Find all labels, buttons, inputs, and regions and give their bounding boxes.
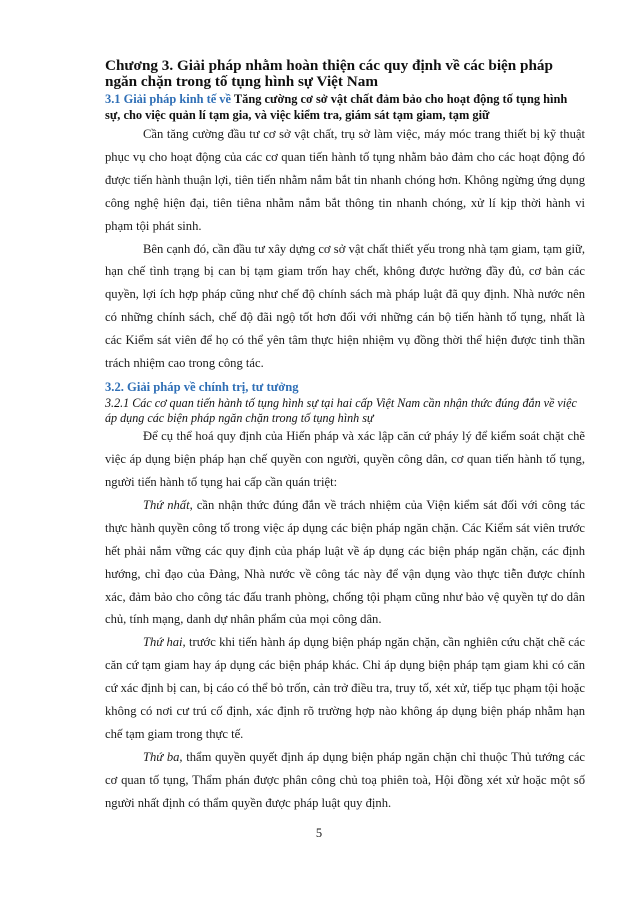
paragraph-2: Bên cạnh đó, cần đầu tư xây dựng cơ sở vật chất thiết yếu trong nhà tạm giam, tạm giữ, hạn chế tình trạng bị can bị tạm giam trốn hay chết, không được hưởng đầy đủ, cơ bản các quyền, lợi ích hợp pháp cũng như chế độ chính sách mà pháp luật đã quy định. Nhà nước nên có những chính sách, chế độ đãi ngộ tốt hơn đối với những cán bộ tiến hành tố tụng, nhất là các Kiểm sát viên để họ có thể yên tâm thực hiện nhiệm vụ đồng thời thể hiện được tinh thần trách nhiệm cao trong công tác. <box>105 241 585 371</box>
paragraph-6-lead: Thứ ba, <box>143 749 183 764</box>
paragraph-6 <box>105 746 585 815</box>
section-3-1-prefix: 3.1 Giải pháp kinh tế về <box>105 92 234 106</box>
section-3-1-heading <box>105 92 585 123</box>
paragraph-4 <box>105 494 585 631</box>
paragraph-4-text: , cần nhận thức đúng đắn về trách nhiệm của Viện kiểm sát đối với công tác thực hành quyền công tố trong việc áp dụng các biện pháp ngăn chặn. Các Kiểm sát viên trước hết phải nắm vững các quy định của pháp luật về áp dụng các biện pháp ngăn chặn, các định hướng, chỉ đạo của Đảng, Nhà nước về công tác này để vận dụng vào thực tiễn được chính xác, đảm bảo cho công tác đấu tranh phòng, chống tội phạm cũng như bảo vệ quyền tự do dân chủ, tính mạng, danh dự nhân phẩm của mọi công dân. <box>105 497 585 627</box>
paragraph-6-text: thẩm quyền quyết định áp dụng biện pháp ngăn chặn chỉ thuộc Thủ tướng các cơ quan tố tụng, Thẩm phán được phân công chủ toạ phiên toà, Hội đồng xét xử hoặc một số người nhất định có thẩm quyền được pháp luật quy định. <box>105 749 585 810</box>
chapter-title: Chương 3. Giải pháp nhằm hoàn thiện các quy định về các biện pháp ngăn chặn trong tố tụng hình sự Việt Nam <box>105 57 553 90</box>
section-3-1-title: Tăng cường cơ sở vật chất đảm bảo cho hoạt động tố tụng hình sự, cho việc quản lí tạm gia, và việc kiểm tra, giám sát tạm giam, tạm giữ <box>105 92 568 122</box>
paragraph-3: Để cụ thể hoá quy định của Hiến pháp và xác lập căn cứ pháy lý để kiểm soát chặt chẽ việc áp dụng biện pháp hạn chế quyền con người, quyền công dân, cơ quan tiến hành tố tụng, người tiến hành tố tụng hai cấp cần quán triệt: <box>105 429 585 489</box>
section-3-2-heading: 3.2. Giải pháp về chính trị, tư tưởng <box>105 379 299 394</box>
document-page <box>105 58 585 815</box>
page-number: 5 <box>315 826 323 840</box>
paragraph-1: Cần tăng cường đầu tư cơ sở vật chất, trụ sở làm việc, máy móc trang thiết bị kỹ thuật phục vụ cho hoạt động của các cơ quan tiến hành tố tụng nhằm bảo đảm cho các hoạt động đó được tiến hành thuận lợi, tiên tiến nhằm nắm bắt tin nhanh chóng hơn. Không ngừng ứng dụng công nghệ hiện đại, tiên tiêna nhằm nắm bắt thông tin nhanh chóng, xử lí kịp thời hành vi phạm tội phát sinh. <box>105 127 585 233</box>
paragraph-5-text: trước khi tiến hành áp dụng biện pháp ngăn chặn, cần nghiên cứu chặt chẽ các căn cứ tạm giam hay áp dụng các biện pháp khác. Chỉ áp dụng biện pháp tạm giam khi có căn cứ xác định bị can, bị cáo có thể bỏ trốn, cản trở điều tra, truy tố, xét xử, tiếp tục phạm tội hoặc không có nơi cư trú cố định, xác định rõ trường hợp nào không áp dụng biện pháp nhằm hạn chế tạm giam trong thực tế. <box>105 635 585 741</box>
paragraph-5-lead: Thứ hai, <box>143 635 186 650</box>
subsection-3-2-1-heading: 3.2.1 Các cơ quan tiến hành tố tụng hình sự tại hai cấp Việt Nam cần nhận thức đúng đắn về việc áp dụng các biện pháp ngăn chặn trong tố tụng hình sự <box>105 395 577 425</box>
paragraph-4-lead: Thứ nhất <box>143 497 190 512</box>
paragraph-5 <box>105 631 585 746</box>
